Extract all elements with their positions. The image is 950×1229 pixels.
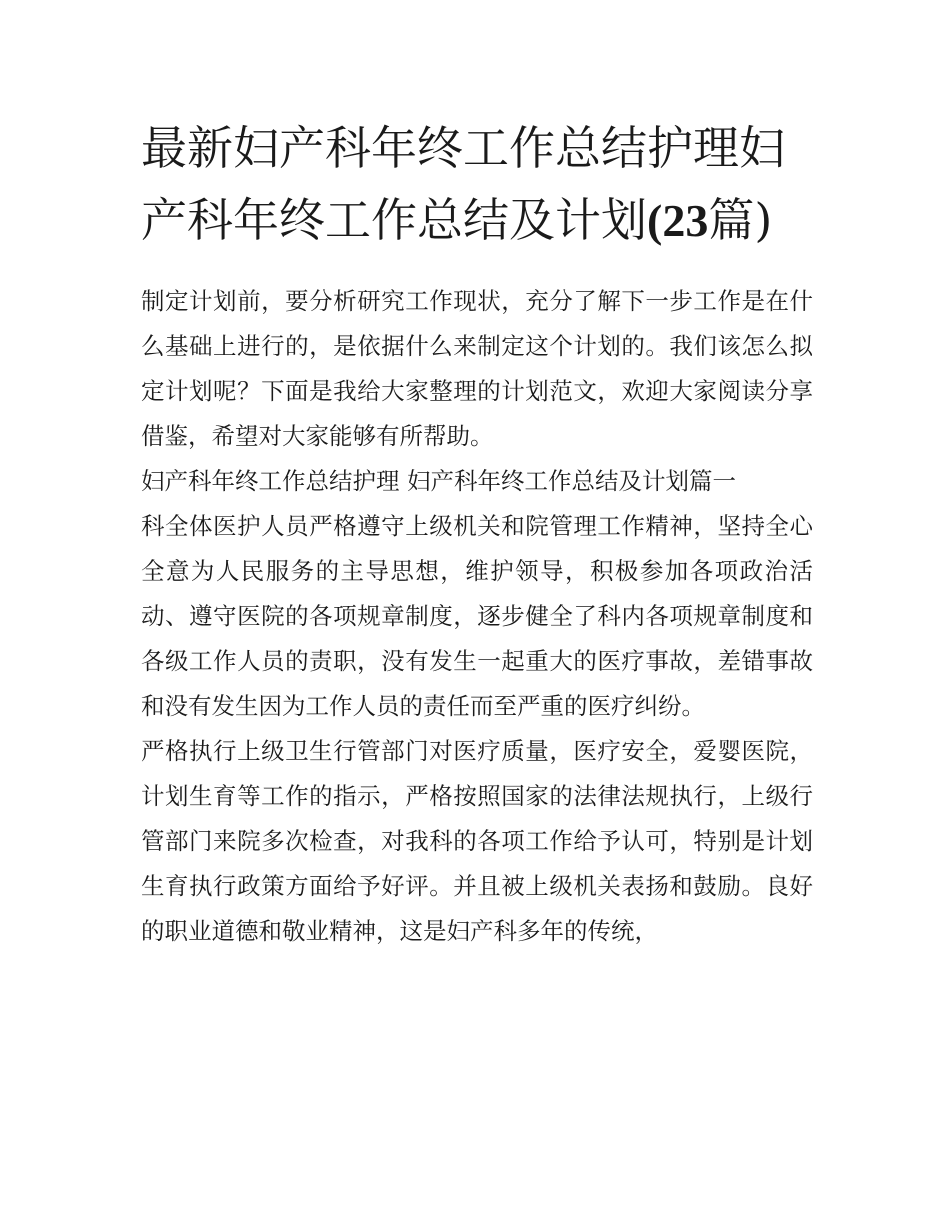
body-paragraph: 科全体医护人员严格遵守上级机关和院管理工作精神，坚持全心全意为人民服务的主导思想，维护领导，积极参加各项政治活动、遵守医院的各项规章制度，逐步健全了科内各项规章制度和各级工作人员的责职，没有发生一起重大的医疗事故，差错事故和没有发生因为工作人员的责任而至严重的医疗纠纷。 (141, 512, 813, 720)
section-heading: 妇产科年终工作总结护理 妇产科年终工作总结及计划篇一 (141, 467, 736, 495)
intro-paragraph: 制定计划前，要分析研究工作现状，充分了解下一步工作是在什么基础上进行的，是依据什么来制定这个计划的。我们该怎么拟定计划呢？下面是我给大家整理的计划范文，欢迎大家阅读分享借鉴，希望对大家能够有所帮助。 (141, 287, 813, 450)
title-text: 最新妇产科年终工作总结护理妇产科年终工作总结及计划 (141, 121, 785, 247)
document-page (141, 0, 813, 954)
body-text (141, 279, 813, 954)
page-title (141, 0, 813, 257)
body-paragraph: 严格执行上级卫生行管部门对医疗质量，医疗安全，爱婴医院，计划生育等工作的指示，严格按照国家的法律法规执行，上级行管部门来院多次检查，对我科的各项工作给予认可，特别是计划生育执行政策方面给予好评。并且被上级机关表扬和鼓励。良好的职业道德和敬业精神，这是妇产科多年的传统， (141, 737, 813, 945)
title-tail: 篇) (708, 193, 773, 247)
title-number: (23 (647, 195, 709, 246)
